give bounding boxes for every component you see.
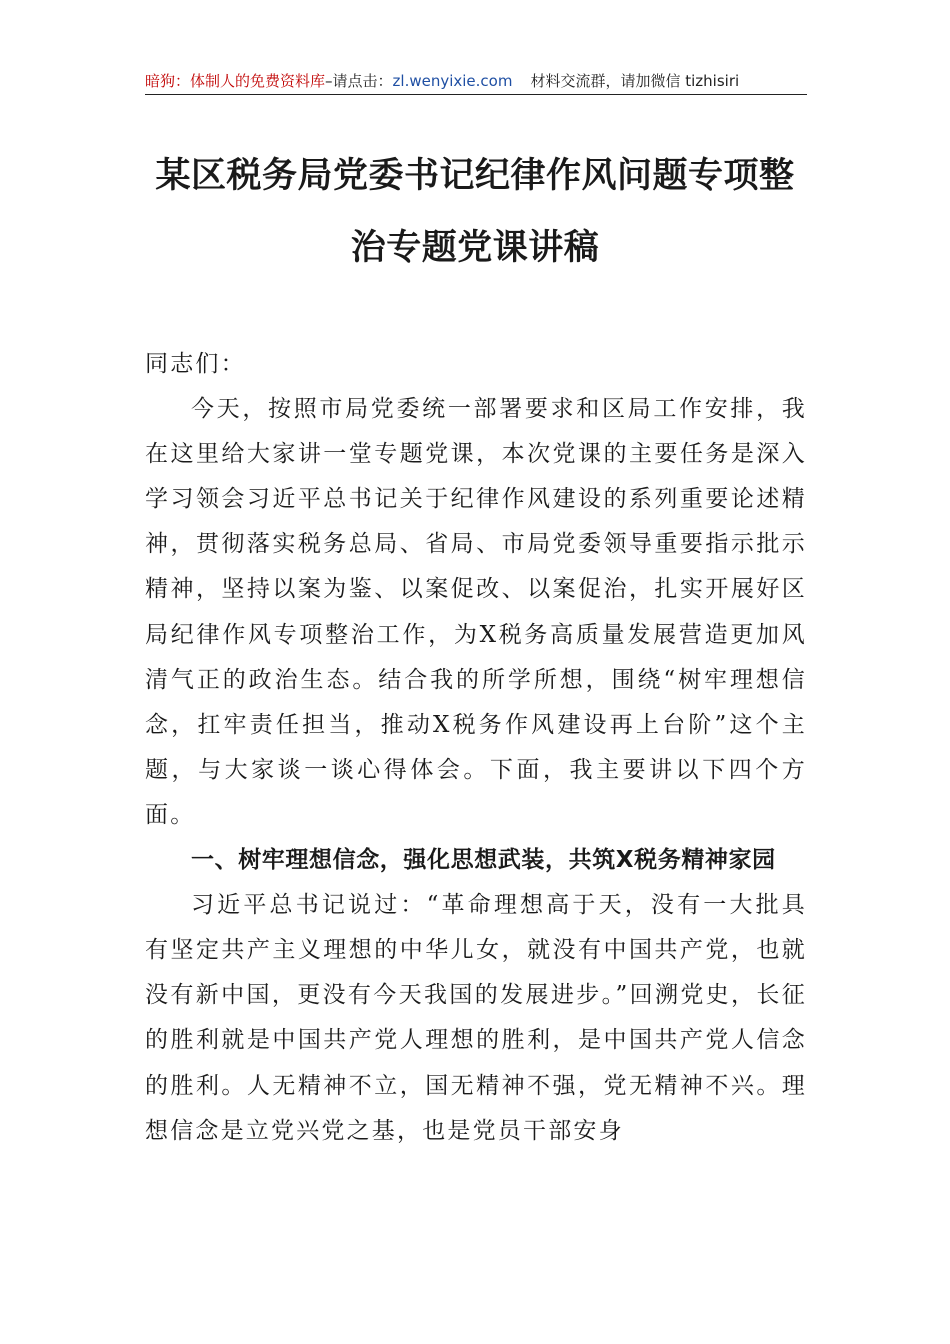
section-1-paragraph: 习近平总书记说过：“革命理想高于天，没有一大批具有坚定共产主义理想的中华儿女，就没有中国共产党，也就没有新中国，更没有今天我国的发展进步。”回溯党史，长征的胜利就是中国共产党人理想的胜利，是中国共产党人信念的胜利。人无精神不立，国无精神不强，党无精神不兴。理想信念是立党兴党之基，也是党员干部安身 [145,892,807,1144]
page-header [145,68,807,95]
header-url-link[interactable]: zl.wenyixie.com [392,72,513,90]
header-separator: –请点击： [325,72,393,90]
document-body [145,342,807,1154]
intro-paragraph: 今天，按照市局党委统一部署要求和区局工作安排，我在这里给大家讲一堂专题党课，本次党课的主要任务是深入学习领会习近平总书记关于纪律作风建设的系列重要论述精神，贯彻落实税务总局、省局、市局党委领导重要指示批示精神，坚持以案为鉴、以案促改、以案促治，扎实开展好区局纪律作风专项整治工作，为X税务高质量发展营造更加风清气正的政治生态。结合我的所学所想，围绕“树牢理想信念，扛牢责任担当，推动X税务作风建设再上台阶”这个主题，与大家谈一谈心得体会。下面，我主要讲以下四个方面。 [145,396,807,828]
header-note: 材料交流群，请加微信 tizhisiri [530,72,740,90]
header-site-label: 暗狗：体制人的免费资料库 [145,72,326,90]
salutation: 同志们： [145,351,246,377]
section-heading-1: 一、树牢理想信念，强化思想武装，共筑X税务精神家园 [191,847,776,874]
document-title: 某区税务局党委书记纪律作风问题专项整治专题党课讲稿 [155,155,795,268]
